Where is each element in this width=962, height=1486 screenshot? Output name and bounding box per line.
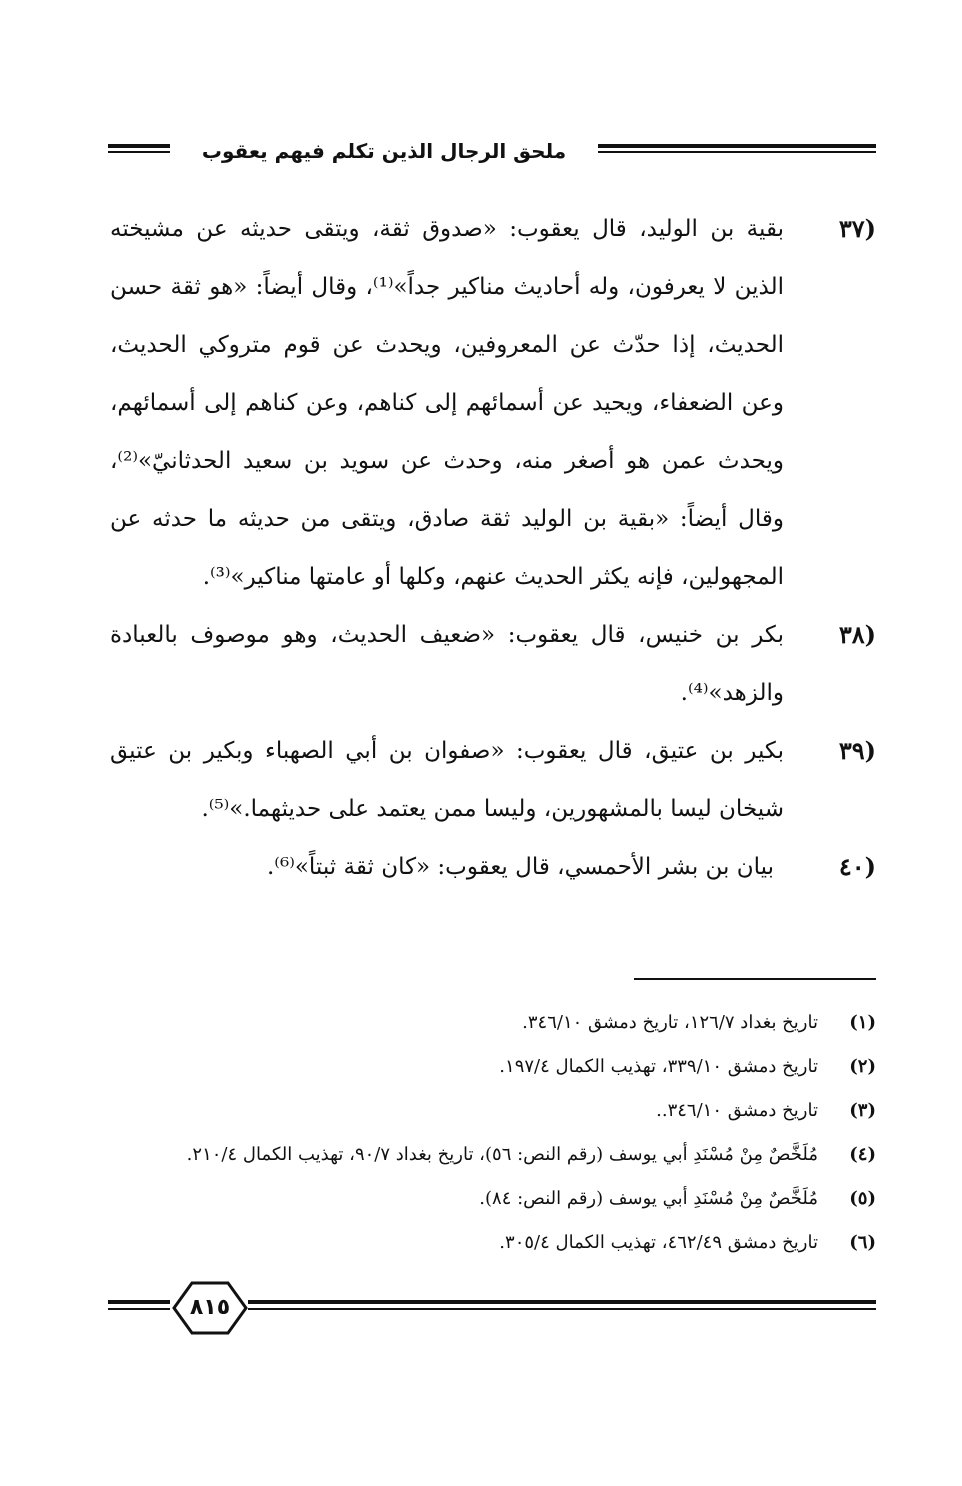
entries-list bbox=[110, 200, 876, 896]
footnote bbox=[110, 1000, 876, 1044]
header-title: ملحق الرجال الذين تكلم فيهم يعقوب bbox=[201, 139, 567, 163]
footnote bbox=[110, 1044, 876, 1088]
entry-40 bbox=[110, 838, 876, 896]
entry-number: (٣٧ bbox=[838, 214, 876, 243]
footnote-text: تاريخ بغداد ١٢٦/٧، تاريخ دمشق ٣٤٦/١٠. bbox=[522, 1011, 818, 1033]
footnote-number: (١) bbox=[849, 1011, 876, 1033]
page-number: ٨١٥ bbox=[189, 1295, 231, 1320]
footer-rule-right bbox=[248, 1300, 876, 1314]
entry-number: (٣٨ bbox=[838, 620, 876, 649]
entry-number: (٣٩ bbox=[838, 736, 876, 765]
footnotes-list bbox=[110, 1000, 876, 1264]
entry-37 bbox=[110, 200, 876, 606]
entry-38 bbox=[110, 606, 876, 722]
entry-text: بقية بن الوليد، قال يعقوب: «صدوق ثقة، ويتقى حديثه عن مشيخته الذين لا يعرفون، وله أحاديث مناكير جداً»⁽¹⁾، وقال أيضاً: «هو ثقة حسن الحديث، إذا حدّث عن المعروفين، ويحدث عن قوم متروكي الحديث، وعن الضعفاء، ويحيد عن أسمائهم إلى كناهم، وعن كناهم إلى أسمائهم، ويحدث عمن هو أصغر منه، وحدث عن سويد بن سعيد الحدثانيّ»⁽²⁾، وقال أيضاً: «بقية بن الوليد ثقة صادق، ويتقى من حديثه ما حدثه عن المجهولين، فإنه يكثر الحديث عنهم، وكلها أو عامتها مناكير»⁽³⁾. bbox=[110, 216, 785, 590]
footnote bbox=[110, 1088, 876, 1132]
entry-number: (٤٠ bbox=[838, 852, 876, 881]
footnote-number: (٢) bbox=[849, 1055, 876, 1077]
footnote-separator bbox=[634, 978, 876, 980]
entry-text: بكير بن عتيق، قال يعقوب: «صفوان بن أبي الصهباء وبكير بن عتيق شيخان ليسا بالمشهورين، وليسا ممن يعتمد على حديثهما.»⁽⁵⁾. bbox=[110, 738, 784, 822]
entry-39 bbox=[110, 722, 876, 838]
footnote-number: (٤) bbox=[849, 1143, 876, 1165]
footnote-number: (٥) bbox=[849, 1187, 876, 1209]
running-header bbox=[108, 136, 876, 166]
entry-text: بيان بن بشر الأحمسي، قال يعقوب: «كان ثقة ثبتاً»⁽⁶⁾. bbox=[266, 854, 774, 880]
footer-rule-left bbox=[108, 1300, 170, 1314]
footnote-number: (٣) bbox=[849, 1099, 876, 1121]
footnote bbox=[110, 1176, 876, 1220]
page-footer bbox=[108, 1280, 876, 1336]
header-rule-right bbox=[598, 144, 876, 156]
footnote-text: تاريخ دمشق ٣٣٩/١٠، تهذيب الكمال ١٩٧/٤. bbox=[499, 1055, 818, 1077]
header-rule-left bbox=[108, 144, 170, 156]
entry-text: بكر بن خنيس، قال يعقوب: «ضعيف الحديث، وهو موصوف بالعبادة والزهد»⁽⁴⁾. bbox=[110, 622, 784, 706]
footnote-text: مُلَخَّصٌ مِنْ مُسْنَدِ أبي يوسف (رقم النص: ٨٤). bbox=[479, 1187, 818, 1209]
footnote bbox=[110, 1220, 876, 1264]
footnote-number: (٦) bbox=[849, 1231, 876, 1253]
footnote-text: تاريخ دمشق ٣٤٦/١٠.. bbox=[656, 1099, 818, 1121]
footnote-text: مُلَخَّصٌ مِنْ مُسْنَدِ أبي يوسف (رقم النص: ٥٦)، تاريخ بغداد ٩٠/٧، تهذيب الكمال ٢١٠/٤. bbox=[186, 1143, 818, 1165]
footnote-text: تاريخ دمشق ٤٦٢/٤٩، تهذيب الكمال ٣٠٥/٤. bbox=[499, 1231, 818, 1253]
footnote bbox=[110, 1132, 876, 1176]
